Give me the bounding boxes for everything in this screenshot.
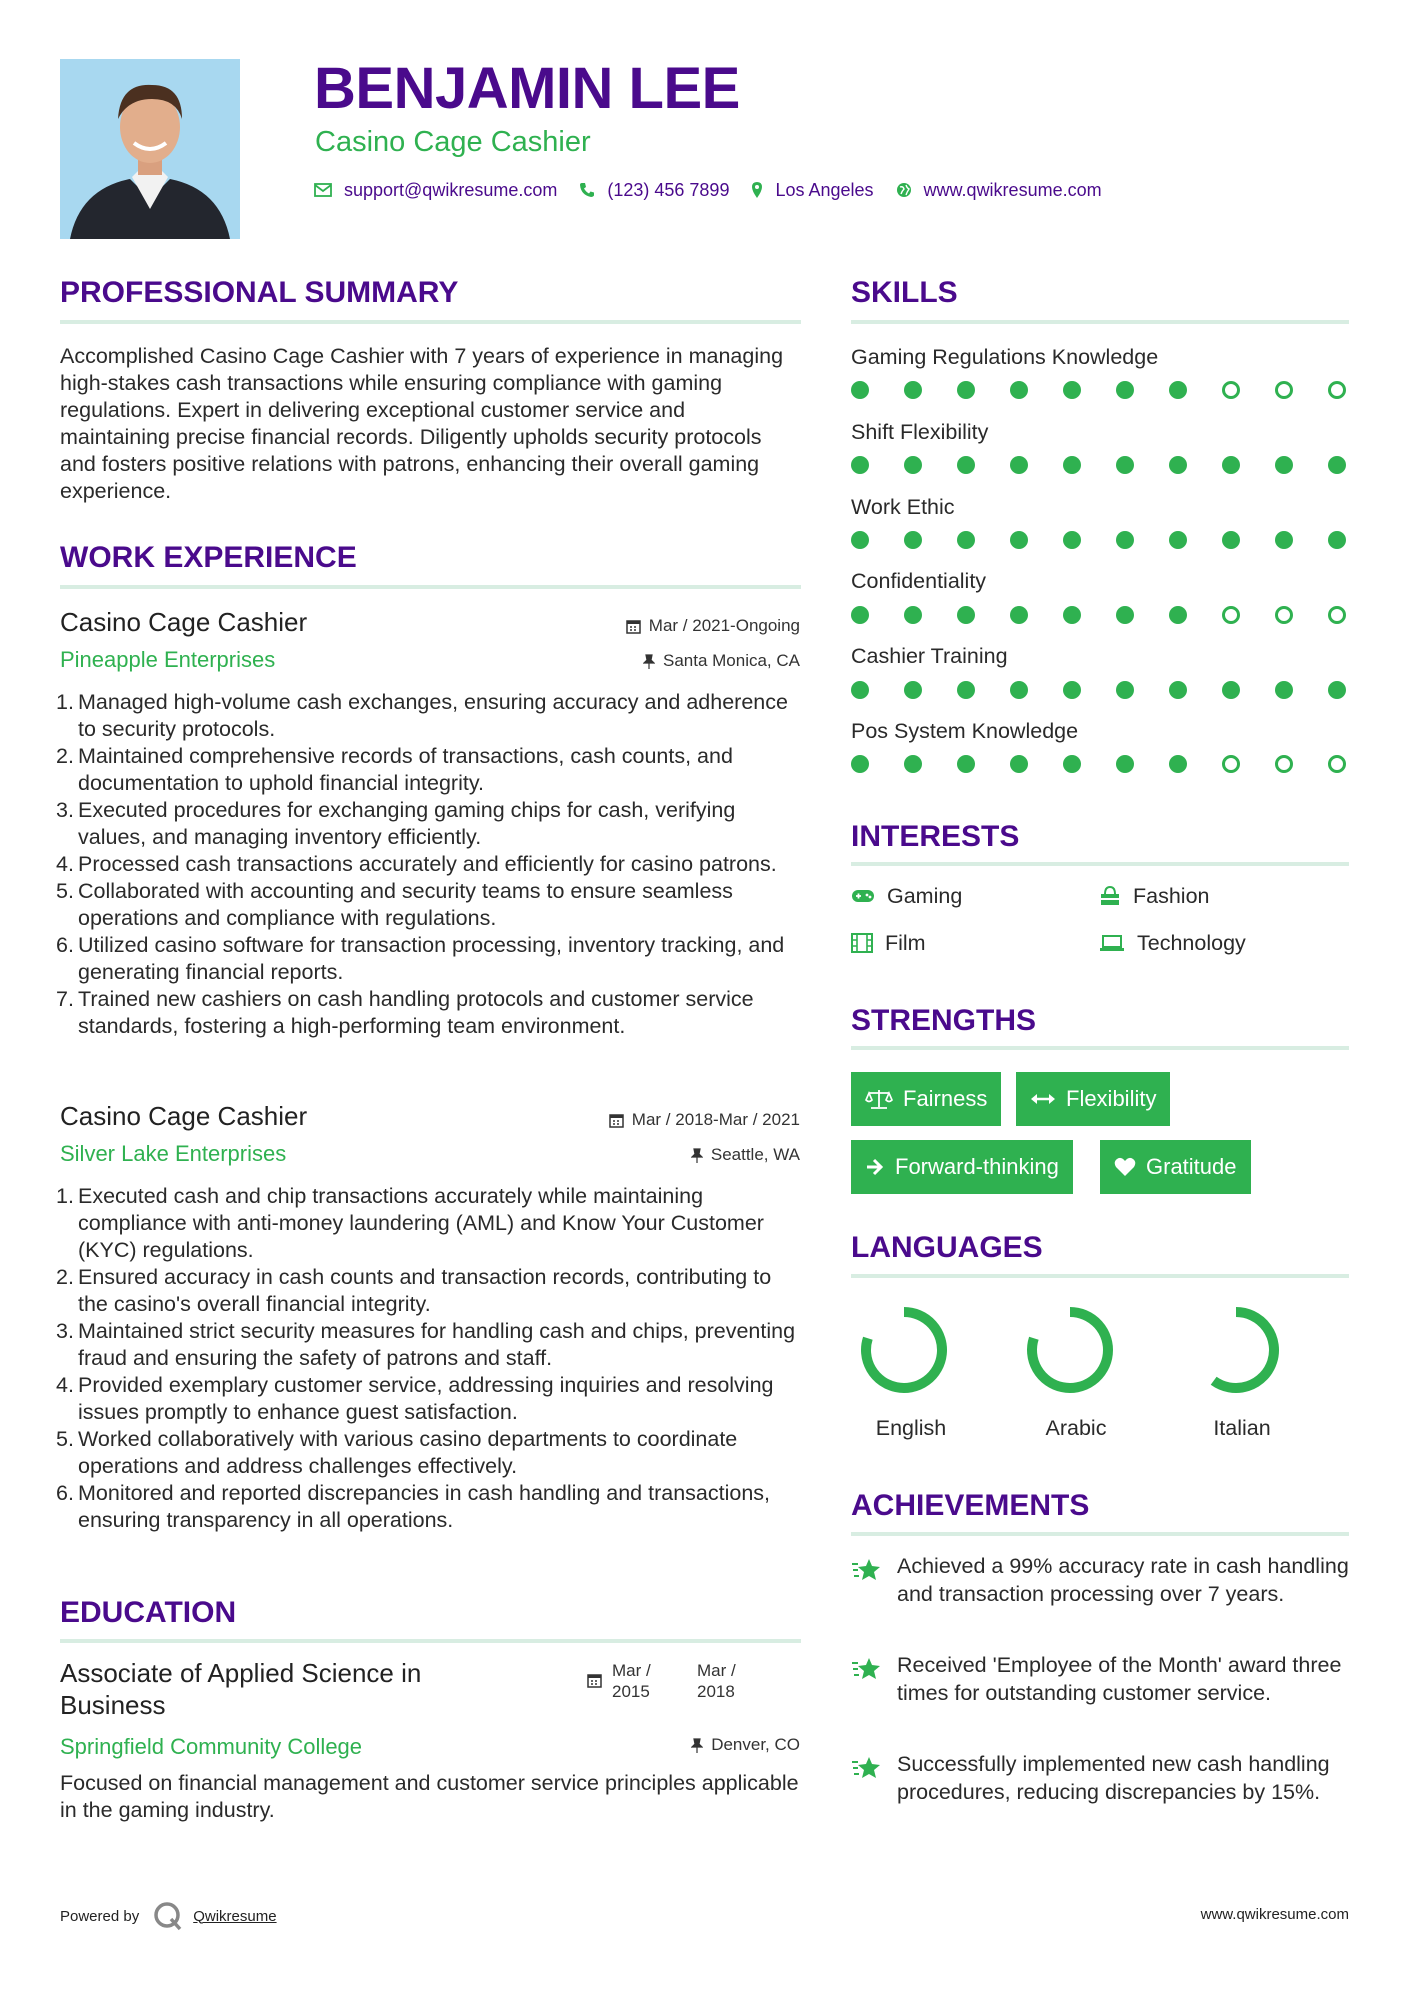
list-item: Processed cash transactions accurately and efficiently for casino patrons.: [78, 852, 777, 876]
edu-location: [691, 1735, 800, 1755]
skill-dot-filled: [1116, 531, 1134, 549]
language-level-ring: [1022, 1302, 1118, 1398]
heart-icon: [1114, 1157, 1136, 1177]
skill-dot-filled: [1010, 606, 1028, 624]
skill-dot-filled: [1116, 755, 1134, 773]
skill-dot-filled: [1063, 456, 1081, 474]
skill-name: Gaming Regulations Knowledge: [851, 345, 1159, 369]
skill-dot-filled: [1222, 531, 1240, 549]
section-divider: [851, 862, 1349, 866]
achievement-text: Achieved a 99% accuracy rate in cash handling and transaction processing over 7 years.: [897, 1554, 1349, 1606]
skill-dot-filled: [1169, 681, 1187, 699]
skill-name: Shift Flexibility: [851, 420, 989, 444]
contact-email[interactable]: [314, 180, 557, 201]
powered-by-label: Powered by: [60, 1907, 140, 1925]
email-text: support@qwikresume.com: [344, 179, 558, 200]
skill-dot-empty: [1222, 381, 1240, 399]
skill-dot-filled: [1010, 681, 1028, 699]
interest-item: [1099, 883, 1210, 909]
skill-dot-filled: [1328, 681, 1346, 699]
balance-scale-icon: [865, 1088, 893, 1110]
person-portrait-icon: [60, 59, 240, 239]
skill-dot-filled: [904, 531, 922, 549]
skill-dot-filled: [1063, 681, 1081, 699]
strength-label: Forward-thinking: [895, 1154, 1059, 1179]
location-text: Los Angeles: [775, 179, 874, 200]
skill-dot-filled: [1169, 755, 1187, 773]
section-title-summary: PROFESSIONAL SUMMARY: [60, 276, 459, 309]
globe-icon: [896, 182, 912, 198]
section-divider: [60, 1639, 801, 1643]
job-duties-list: [60, 689, 805, 1040]
skill-dot-filled: [1063, 606, 1081, 624]
job-date-text: Mar / 2021-Ongoing: [648, 616, 800, 635]
strength-label: Flexibility: [1066, 1086, 1157, 1111]
skill-dot-filled: [957, 531, 975, 549]
skill-dot-filled: [1116, 456, 1134, 474]
section-title-skills: SKILLS: [851, 276, 958, 309]
skill-dot-filled: [904, 456, 922, 474]
gamepad-icon: [851, 888, 875, 904]
skill-dot-filled: [957, 755, 975, 773]
skill-name: Cashier Training: [851, 644, 1008, 668]
skill-dot-filled: [904, 681, 922, 699]
skill-dot-filled: [1116, 606, 1134, 624]
interest-item: [851, 883, 962, 909]
envelope-icon: [314, 183, 332, 197]
star-award-icon: [851, 1556, 883, 1584]
edu-start-year: 2015: [612, 1682, 650, 1701]
list-item: Trained new cashiers on cash handling protocols and customer service standards, fostering a high-performing team environment.: [78, 987, 754, 1038]
skill-rating: [851, 680, 1351, 702]
pin-icon: [643, 654, 655, 669]
skill-dot-filled: [957, 456, 975, 474]
skill-dot-filled: [851, 531, 869, 549]
candidate-name: BENJAMIN LEE: [314, 56, 740, 121]
list-item: Executed procedures for exchanging gaming chips for cash, verifying values, and managing inventory efficiently.: [78, 798, 736, 849]
footer-powered-by: [60, 1898, 277, 1934]
skill-dot-filled: [1169, 381, 1187, 399]
skill-dot-filled: [1116, 381, 1134, 399]
skill-dot-filled: [1169, 606, 1187, 624]
achievement-item: [851, 1651, 1361, 1707]
section-title-interests: INTERESTS: [851, 820, 1020, 853]
job-duties-list: [60, 1183, 805, 1534]
brand-link[interactable]: Qwikresume: [193, 1907, 277, 1925]
edu-end-month: Mar /: [697, 1661, 736, 1680]
interest-label: Fashion: [1133, 884, 1210, 908]
job-date-text: Mar / 2018-Mar / 2021: [631, 1110, 800, 1129]
section-divider: [60, 585, 801, 589]
section-title-education: EDUCATION: [60, 1596, 237, 1629]
list-item: Monitored and reported discrepancies in cash handling and transactions, ensuring transparency in all operations.: [78, 1481, 771, 1532]
company-name: Pineapple Enterprises: [60, 647, 276, 672]
company-name: Silver Lake Enterprises: [60, 1141, 287, 1166]
skill-dot-filled: [957, 681, 975, 699]
candidate-title: Casino Cage Cashier: [315, 126, 591, 158]
strength-label: Fairness: [903, 1086, 988, 1111]
arrow-right-icon: [865, 1158, 885, 1176]
list-item: Utilized casino software for transaction processing, inventory tracking, and generating financial reports.: [78, 933, 785, 984]
edu-start-month: Mar /: [612, 1661, 651, 1680]
edu-end-year: 2018: [697, 1682, 735, 1701]
phone-icon: [579, 182, 595, 198]
skill-dot-filled: [1116, 681, 1134, 699]
interest-label: Gaming: [887, 884, 963, 908]
edu-location-text: Denver, CO: [711, 1735, 800, 1754]
summary-text: Accomplished Casino Cage Cashier with 7 years of experience in managing high-stakes cash transactions while ensuring compliance with gaming regulations. Expert in delivering exceptional customer service and maintaining precise financial records. Diligently upholds security protocols and fosters positive relations with patrons, enhancing their overall gaming experience.: [60, 344, 784, 503]
section-title-achievements: ACHIEVEMENTS: [851, 1489, 1090, 1522]
skill-dot-filled: [1275, 531, 1293, 549]
school-name: Springfield Community College: [60, 1734, 363, 1759]
skill-rating: [851, 530, 1351, 552]
arrows-horizontal-icon: [1030, 1092, 1056, 1106]
skill-dot-empty: [1328, 606, 1346, 624]
skill-rating: [851, 455, 1351, 477]
skill-dot-empty: [1275, 606, 1293, 624]
footer-website[interactable]: www.qwikresume.com: [1200, 1906, 1349, 1923]
skill-dot-filled: [904, 755, 922, 773]
job-title: Casino Cage Cashier: [60, 607, 308, 637]
section-divider: [851, 320, 1349, 324]
skill-name: Work Ethic: [851, 495, 955, 519]
job-location-text: Seattle, WA: [710, 1145, 800, 1164]
skill-dot-filled: [851, 456, 869, 474]
job-location: [691, 1145, 800, 1165]
skill-name: Confidentiality: [851, 569, 987, 593]
section-title-work: WORK EXPERIENCE: [60, 541, 357, 574]
skill-dot-filled: [1063, 531, 1081, 549]
list-item: Executed cash and chip transactions accurately while maintaining compliance with anti-money laundering (AML) and Know Your Customer (KYC) regulations.: [78, 1184, 764, 1262]
skill-dot-filled: [851, 681, 869, 699]
section-divider: [851, 1046, 1349, 1050]
language-level-ring: [1188, 1302, 1284, 1398]
job-date: [626, 616, 800, 636]
achievement-text: Successfully implemented new cash handling procedures, reducing discrepancies by 15%.: [897, 1752, 1330, 1804]
job-title: Casino Cage Cashier: [60, 1101, 308, 1131]
section-title-languages: LANGUAGES: [851, 1231, 1043, 1264]
achievement-item: [851, 1552, 1361, 1608]
language-level-ring: [856, 1302, 952, 1398]
language-level-arc: [1032, 1312, 1108, 1388]
job-location-text: Santa Monica, CA: [662, 651, 800, 670]
skill-dot-filled: [1222, 681, 1240, 699]
skill-rating: [851, 605, 1351, 627]
skill-dot-filled: [1169, 456, 1187, 474]
language-level-arc: [1214, 1312, 1274, 1388]
section-title-strengths: STRENGTHS: [851, 1004, 1037, 1037]
language-name: Arabic: [1045, 1416, 1107, 1440]
job-location: [643, 651, 800, 671]
qwikresume-logo-icon: [153, 1901, 183, 1931]
skill-dot-filled: [851, 606, 869, 624]
list-item: Maintained comprehensive records of transactions, cash counts, and documentation to uphold financial integrity.: [78, 744, 733, 795]
skill-dot-filled: [1169, 531, 1187, 549]
pin-icon: [691, 1148, 703, 1163]
star-award-icon: [851, 1754, 883, 1782]
contact-website[interactable]: [896, 180, 1102, 201]
skill-dot-filled: [904, 606, 922, 624]
skill-dot-filled: [957, 381, 975, 399]
skill-dot-empty: [1328, 381, 1346, 399]
pin-icon: [691, 1738, 703, 1753]
skill-dot-empty: [1275, 755, 1293, 773]
strength-badge: [851, 1140, 1073, 1194]
skill-dot-empty: [1328, 755, 1346, 773]
calendar-icon: [626, 619, 641, 634]
contact-phone[interactable]: [579, 180, 729, 201]
skill-dot-empty: [1222, 755, 1240, 773]
interest-label: Technology: [1137, 931, 1246, 955]
strength-badge: [1016, 1072, 1170, 1126]
language-name: Italian: [1213, 1416, 1271, 1440]
skill-dot-filled: [1222, 456, 1240, 474]
skill-dot-filled: [851, 755, 869, 773]
skill-dot-filled: [1010, 456, 1028, 474]
laptop-icon: [1099, 934, 1125, 952]
skill-dot-filled: [1328, 531, 1346, 549]
strength-label: Gratitude: [1146, 1154, 1237, 1179]
strength-badge: [851, 1072, 1001, 1126]
skill-rating: [851, 380, 1351, 402]
skill-dot-filled: [1275, 681, 1293, 699]
interest-item: [851, 930, 926, 956]
profile-photo: [60, 59, 240, 239]
skill-dot-filled: [1328, 456, 1346, 474]
section-divider: [851, 1274, 1349, 1278]
list-item: Maintained strict security measures for handling cash and chips, preventing fraud and ensuring the safety of patrons and staff.: [78, 1319, 796, 1370]
skill-dot-filled: [1010, 531, 1028, 549]
list-item: Provided exemplary customer service, addressing inquiries and resolving issues promptly to enhance guest satisfaction.: [78, 1373, 774, 1424]
skill-dot-filled: [1063, 755, 1081, 773]
list-item: Worked collaboratively with various casino departments to coordinate operations and address challenges effectively.: [78, 1427, 738, 1478]
phone-text: (123) 456 7899: [607, 179, 730, 200]
skill-dot-filled: [957, 606, 975, 624]
list-item: Ensured accuracy in cash counts and transaction records, contributing to the casino's overall financial integrity.: [78, 1265, 772, 1316]
interest-label: Film: [885, 931, 926, 955]
calendar-icon: [609, 1113, 624, 1128]
calendar-icon: [587, 1673, 602, 1688]
contact-location: [751, 180, 873, 201]
skill-dot-filled: [1010, 755, 1028, 773]
achievement-item: [851, 1750, 1361, 1806]
degree-title: Associate of Applied Science in Business: [60, 1658, 422, 1720]
skill-dot-empty: [1275, 381, 1293, 399]
shopping-bag-icon: [1099, 886, 1121, 906]
skill-name: Pos System Knowledge: [851, 719, 1079, 743]
list-item: Collaborated with accounting and security teams to ensure seamless operations and compliance with regulations.: [78, 879, 733, 930]
skill-dot-filled: [904, 381, 922, 399]
education-description: Focused on financial management and customer service principles applicable in the gaming industry.: [60, 1771, 799, 1822]
language-name: English: [875, 1416, 947, 1440]
website-text: www.qwikresume.com: [923, 179, 1102, 200]
section-divider: [851, 1532, 1349, 1536]
film-icon: [851, 933, 873, 953]
interest-item: [1099, 930, 1246, 956]
job-date: [609, 1110, 800, 1130]
skill-rating: [851, 754, 1351, 776]
list-item: Managed high-volume cash exchanges, ensuring accuracy and adherence to security protocols.: [78, 690, 788, 741]
section-divider: [60, 320, 801, 324]
contact-bar: [314, 178, 1124, 202]
language-level-arc: [866, 1312, 942, 1388]
skill-dot-filled: [1275, 456, 1293, 474]
skill-dot-empty: [1222, 606, 1240, 624]
skill-dot-filled: [1063, 381, 1081, 399]
skill-dot-filled: [851, 381, 869, 399]
star-award-icon: [851, 1655, 883, 1683]
skill-dot-filled: [1010, 381, 1028, 399]
strength-badge: [1100, 1140, 1251, 1194]
achievement-text: Received 'Employee of the Month' award three times for outstanding customer service.: [897, 1653, 1342, 1705]
map-marker-icon: [751, 181, 763, 199]
